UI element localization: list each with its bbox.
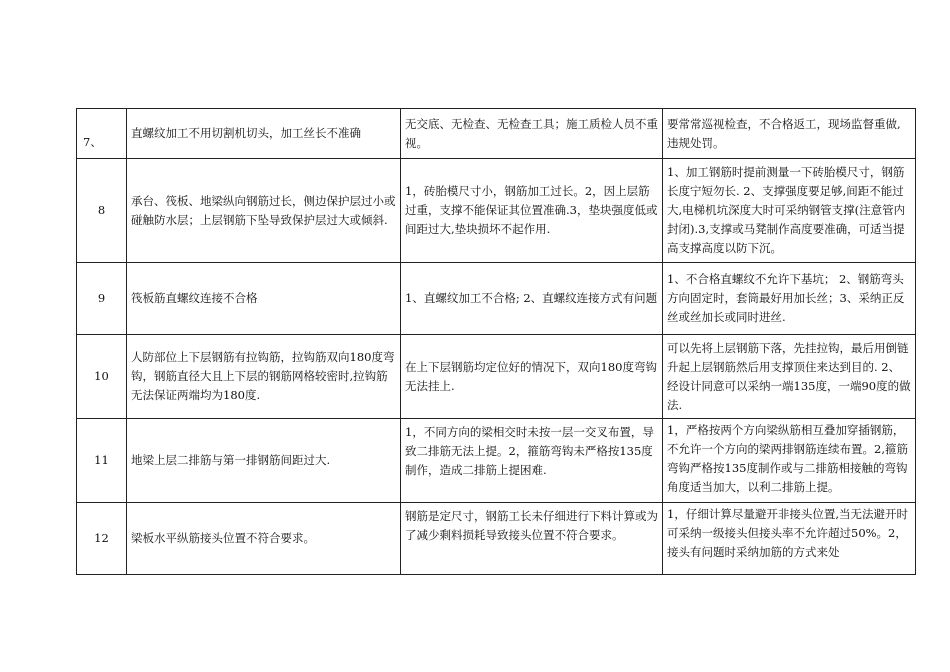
measure-cell: 1，仔细计算尽量避开非接头位置,当无法避开时可采纳一级接头但接头率不允许超过50%。2，接头有问题时采纳加筋的方式来处 [663,503,916,575]
cause-cell: 1、直螺纹加工不合格; 2、直螺纹连接方式有问题 [401,263,663,335]
measure-cell: 1，严格按两个方向梁纵筋相互叠加穿插钢筋，不允许一个方向的梁两排钢筋连续布置。2,箍筋弯钩严格按135度制作或与二排筋相接触的弯钩角度适当加大，以利二排筋上提。 [663,419,916,503]
cause-cell: 无交底、无检查、无检查工具；施工质检人员不重视。 [401,109,663,159]
problem-cell: 直螺纹加工不用切割机切头，加工丝长不准确 [127,109,401,159]
measure-cell: 1、加工钢筋时提前测量一下砖胎模尺寸，钢筋长度宁短勿长. 2、支撑强度要足够,间距不能过大,电梯机坑深度大时可采纳钢管支撑(注意管内封闭).3,支撑或马凳制作高度要准确，可适当提高支撑高度以防下沉。 [663,159,916,263]
row-number: 12 [77,503,127,575]
row-number: 11 [77,419,127,503]
table-row [77,335,916,419]
row-number: 8 [77,159,127,263]
table-row [77,109,916,159]
measure-cell: 可以先将上层钢筋下落，先挂拉钩，最后用倒链升起上层钢筋然后用支撑顶住来达到目的. 2、经设计同意可以采纳一端135度，一端90度的做法. [663,335,916,419]
measure-cell: 要常常巡视检查，不合格返工，现场监督重做,违规处罚。 [663,109,916,159]
table-row [77,159,916,263]
problem-cell: 筏板筋直螺纹连接不合格 [127,263,401,335]
measure-cell: 1、不合格直螺纹不允许下基坑； 2、钢筋弯头方向固定时，套筒最好用加长丝；3、采纳正反丝或丝加长或同时进丝. [663,263,916,335]
cause-cell: 1，砖胎模尺寸小，钢筋加工过长。2，因上层筋过重，支撑不能保证其位置准确.3，垫块强度低或间距过大,垫块损坏不起作用. [401,159,663,263]
problem-cell: 承台、筏板、地梁纵向钢筋过长，侧边保护层过小或碰触防水层；上层钢筋下坠导致保护层过大或倾斜. [127,159,401,263]
row-number: 10 [77,335,127,419]
quality-issue-table [76,108,916,575]
cause-cell: 1，不同方向的梁相交时未按一层一交叉布置，导致二排筋无法上提。2，箍筋弯钩未严格按135度制作，造成二排筋上提困难. [401,419,663,503]
cause-cell: 在上下层钢筋均定位好的情况下，双向180度弯钩无法挂上. [401,335,663,419]
problem-cell: 梁板水平纵筋接头位置不符合要求。 [127,503,401,575]
problem-cell: 人防部位上下层钢筋有拉钩筋，拉钩筋双向180度弯钩，钢筋直径大且上下层的钢筋网格较密时,拉钩筋无法保证两端均为180度. [127,335,401,419]
row-number: 7、 [77,109,127,159]
table-row [77,419,916,503]
table-row [77,263,916,335]
problem-cell: 地梁上层二排筋与第一排钢筋间距过大. [127,419,401,503]
table-row [77,503,916,575]
cause-cell: 钢筋是定尺寸，钢筋工长未仔细进行下料计算或为了减少剩料损耗导致接头位置不符合要求。 [401,503,663,575]
row-number: 9 [77,263,127,335]
